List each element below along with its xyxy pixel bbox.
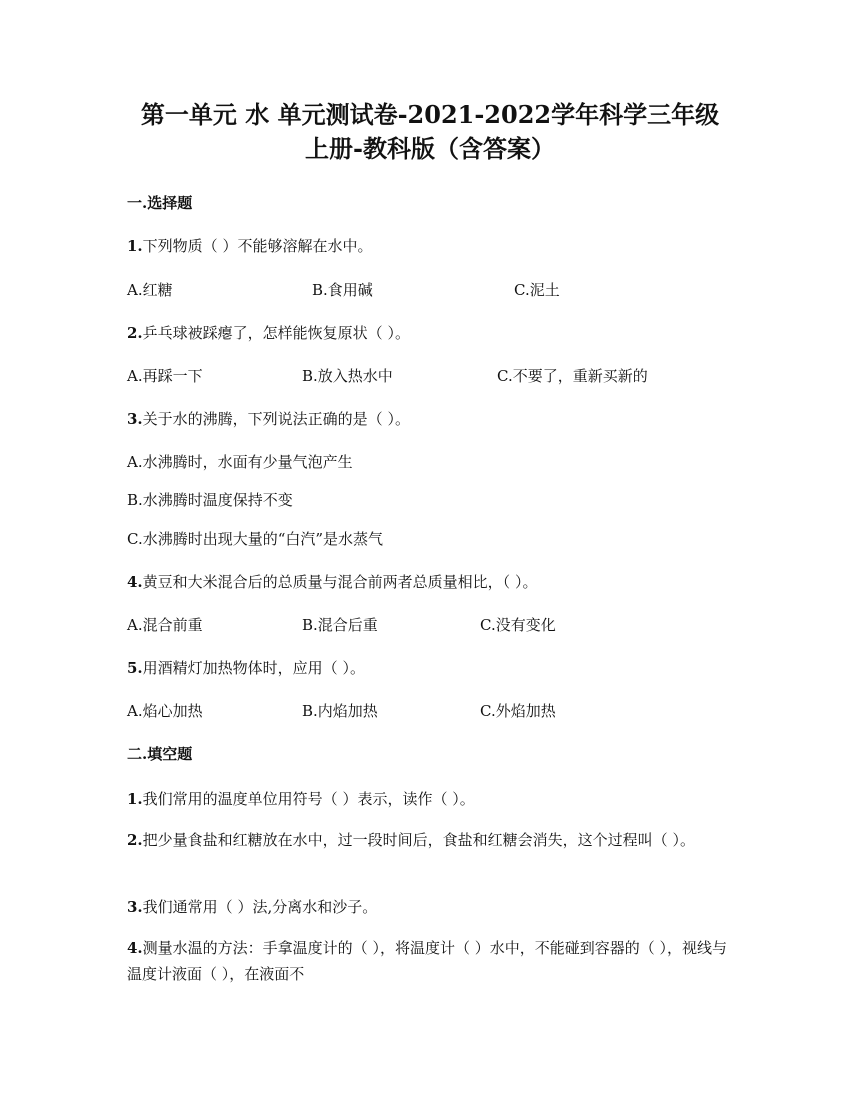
q4-option-b: B.混合后重 xyxy=(302,616,378,634)
title-line-1: 第一单元 水 单元测试卷-2021-2022学年科学三年级 xyxy=(140,100,720,129)
question-number: 2. xyxy=(127,324,143,342)
question-number: 4. xyxy=(127,573,143,591)
question-text: 黄豆和大米混合后的总质量与混合前两者总质量相比，（ ）。 xyxy=(142,573,538,591)
q5-option-c: C.外焰加热 xyxy=(480,702,556,720)
question-text: 乒乓球被踩瘪了，怎样能恢复原状（ ）。 xyxy=(142,324,410,342)
q4-option-a: A.混合前重 xyxy=(127,616,203,634)
question-text: 我们通常用（ ）法,分离水和沙子。 xyxy=(142,898,378,916)
title-line-2: 上册-教科版（含答案） xyxy=(305,134,555,163)
section-choice-heading: 一.选择题 xyxy=(127,194,193,212)
question-3 xyxy=(127,408,410,429)
q3-option-c: C.水沸腾时出现大量的“白汽”是水蒸气 xyxy=(127,530,384,548)
q5-option-b: B.内焰加热 xyxy=(302,702,378,720)
question-number: 1. xyxy=(127,790,143,808)
fill-question-2 xyxy=(127,827,737,853)
q3-option-b: B.水沸腾时温度保持不变 xyxy=(127,491,293,509)
document-title xyxy=(60,98,800,166)
question-text: 我们常用的温度单位用符号（ ）表示，读作（ ）。 xyxy=(142,790,475,808)
question-2 xyxy=(127,322,410,343)
question-text: 关于水的沸腾，下列说法正确的是（ ）。 xyxy=(142,410,410,428)
q4-option-c: C.没有变化 xyxy=(480,616,556,634)
question-text: 把少量食盐和红糖放在水中，过一段时间后，食盐和红糖会消失，这个过程叫（ ）。 xyxy=(142,831,695,849)
question-text: 测量水温的方法：手拿温度计的（ ），将温度计（ ）水中，不能碰到容器的（ ），视线与温度计液面（ ），在液面不 xyxy=(127,939,727,983)
question-number: 1. xyxy=(127,237,143,255)
question-text: 下列物质（ ）不能够溶解在水中。 xyxy=(142,237,373,255)
question-number: 5. xyxy=(127,659,143,677)
question-4 xyxy=(127,571,537,592)
section-fill-heading: 二.填空题 xyxy=(127,745,193,763)
q2-option-b: B.放入热水中 xyxy=(302,367,393,385)
fill-question-1 xyxy=(127,788,475,809)
q5-option-a: A.焰心加热 xyxy=(127,702,203,720)
question-number: 4. xyxy=(127,939,143,957)
fill-question-3 xyxy=(127,896,377,917)
q2-option-a: A.再踩一下 xyxy=(127,367,203,385)
q1-option-b: B.食用碱 xyxy=(312,281,373,299)
q3-option-a: A.水沸腾时，水面有少量气泡产生 xyxy=(127,453,353,471)
question-1 xyxy=(127,235,372,256)
question-number: 3. xyxy=(127,898,143,916)
q1-option-a: A.红糖 xyxy=(127,281,173,299)
question-number: 3. xyxy=(127,410,143,428)
question-number: 2. xyxy=(127,831,143,849)
question-text: 用酒精灯加热物体时，应用（ ）。 xyxy=(142,659,365,677)
q1-option-c: C.泥土 xyxy=(514,281,560,299)
question-5 xyxy=(127,657,365,678)
q2-option-c: C.不要了，重新买新的 xyxy=(497,367,648,385)
fill-question-4 xyxy=(127,935,737,987)
